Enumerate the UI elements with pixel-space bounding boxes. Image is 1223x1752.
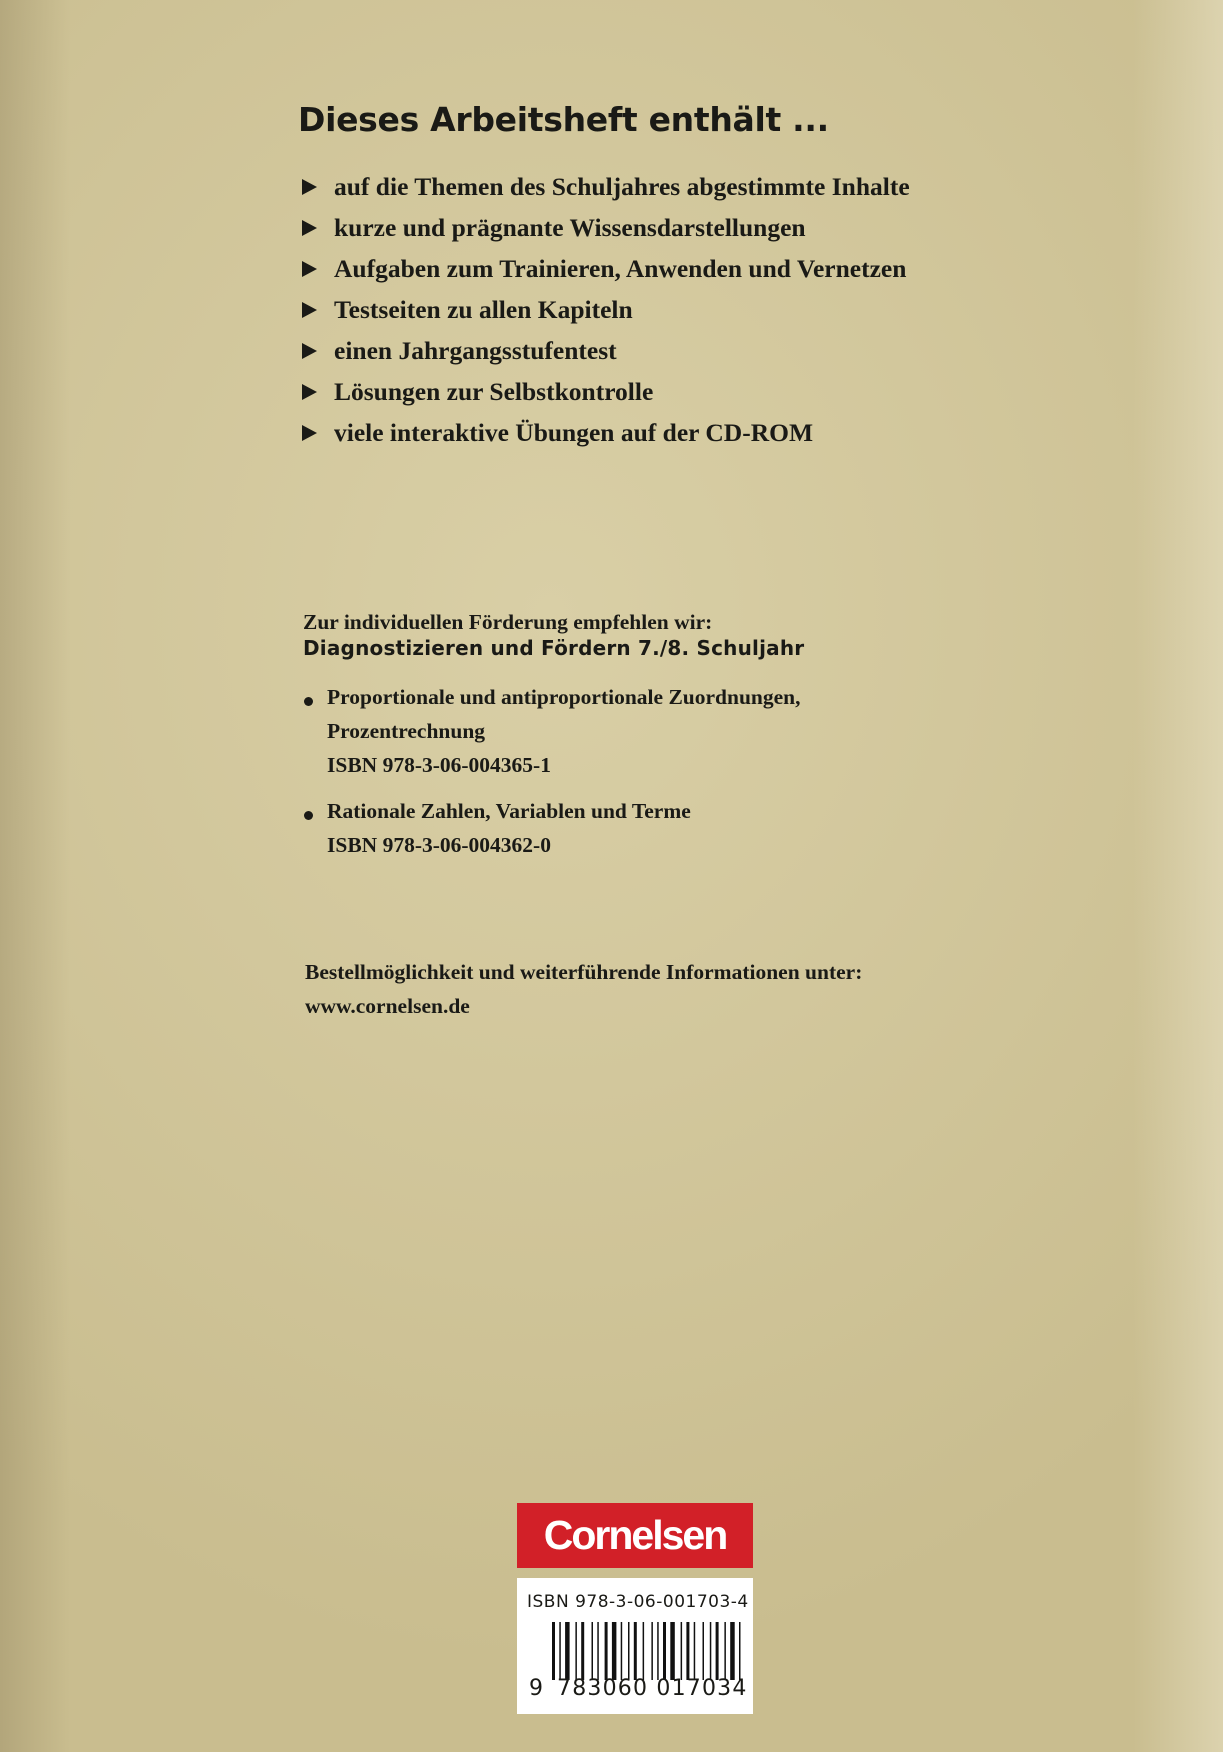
barcode-digits: 783060 017034 [557,1676,748,1701]
page-heading: Dieses Arbeitsheft enthält ... [298,100,829,139]
feature-text: kurze und prägnante Wissensdarstellungen [334,212,806,242]
triangle-bullet-icon [302,302,317,318]
feature-text: viele interaktive Übungen auf der CD-ROM [334,417,814,447]
page-shadow-left [0,0,70,1752]
feature-item [302,289,910,330]
triangle-bullet-icon [302,179,317,195]
book-isbn: ISBN 978-3-06-004362-0 [327,833,551,857]
book-isbn: ISBN 978-3-06-004365-1 [327,753,551,777]
book-title: Proportionale und antiproportionale Zuordnungen, [327,685,801,709]
triangle-bullet-icon [302,384,317,400]
barcode-isbn-text: ISBN 978-3-06-001703-4 [527,1592,749,1612]
triangle-bullet-icon [302,220,317,236]
triangle-bullet-icon [302,343,317,359]
feature-text: auf die Themen des Schuljahres abgestimmte Inhalte [334,171,910,201]
feature-text: einen Jahrgangsstufentest [334,335,617,365]
barcode-first-digit: 9 [529,1676,543,1701]
bullet-dot-icon [304,811,313,820]
bullet-dot-icon [304,697,313,706]
recommendation-list [303,680,801,874]
feature-item [302,330,910,371]
feature-item [302,166,910,207]
recommendation-intro: Zur individuellen Förderung empfehlen wir: [303,610,713,634]
feature-list [302,166,910,453]
publisher-logo-text: Cornelsen [543,1512,727,1558]
publisher-logo [517,1503,753,1568]
feature-item [302,248,910,289]
recommendation-series-title: Diagnostizieren und Fördern 7./8. Schuljahr [303,636,805,660]
triangle-bullet-icon [302,425,317,441]
order-info [305,955,862,1023]
book-title-continued: Prozentrechnung [327,719,486,743]
feature-item [302,207,910,248]
feature-text: Testseiten zu allen Kapiteln [334,294,633,324]
order-info-text: Bestellmöglichkeit und weiterführende Informationen unter: [305,960,863,984]
feature-item [302,371,910,412]
recommended-book [303,680,801,782]
page-highlight-right [1133,0,1223,1752]
book-title: Rationale Zahlen, Variablen und Terme [327,799,691,823]
barcode-bars [552,1622,744,1680]
feature-text: Aufgaben zum Trainieren, Anwenden und Vernetzen [334,253,907,283]
isbn-barcode-label [517,1578,753,1714]
feature-text: Lösungen zur Selbstkontrolle [334,376,654,406]
feature-item [302,412,910,453]
recommended-book [303,794,801,862]
website-link[interactable]: www.cornelsen.de [305,994,470,1018]
triangle-bullet-icon [302,261,317,277]
